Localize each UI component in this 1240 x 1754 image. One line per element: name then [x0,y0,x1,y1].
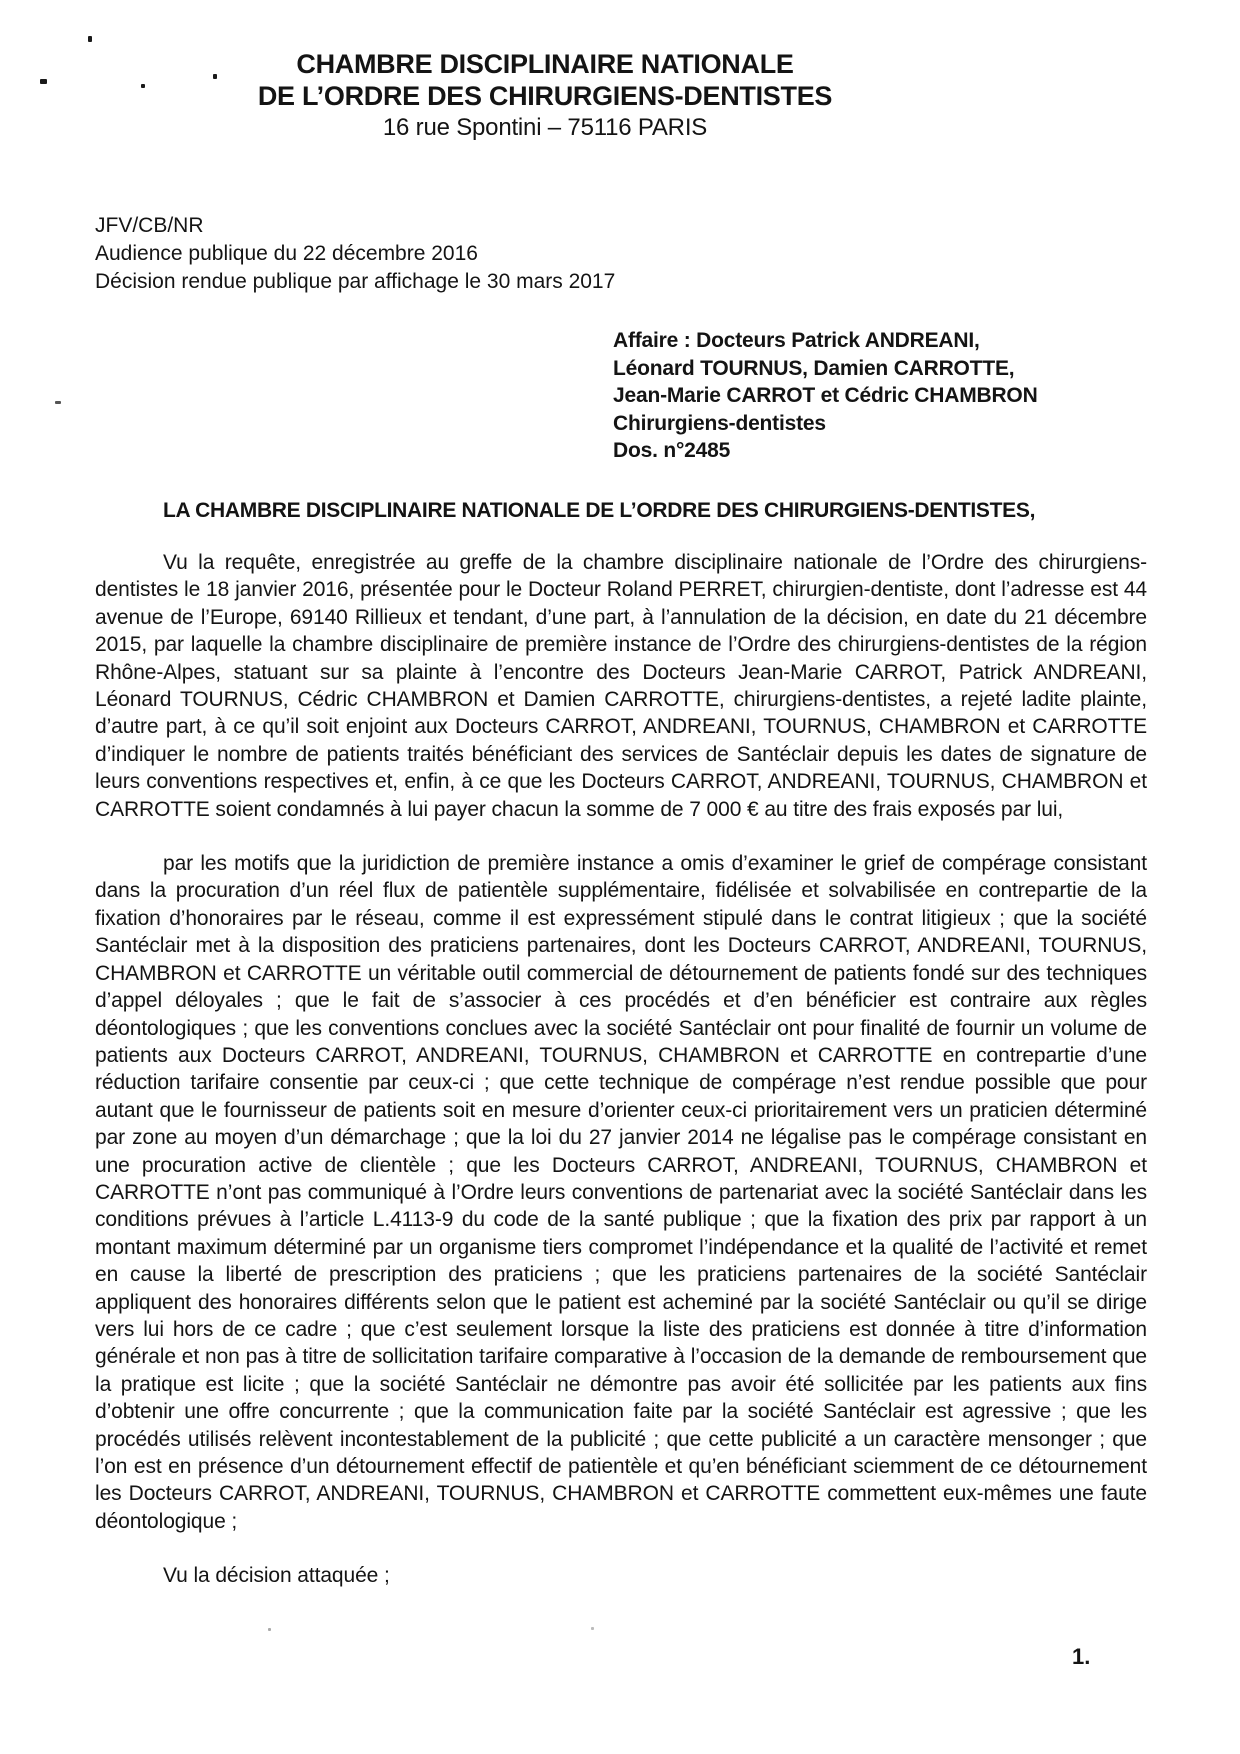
letterhead [0,48,1090,143]
paragraph-motifs: par les motifs que la juridiction de première instance a omis d’examiner le grief de compérage consistant dans la procuration d’un réel flux de patientèle supplémentaire, fidélisée et solvabilisée en contrepartie de la fixation d’honoraires par le réseau, comme il est expressément stipulé dans le contrat litigieux ; que la société Santéclair met à la disposition des praticiens partenaires, dont les Docteurs CARROT, ANDREANI, TOURNUS, CHAMBRON et CARROTTE un véritable outil commercial de détournement de patients fondé sur des techniques d’appel déloyales ; que le fait de s’associer à ces procédés et d’en bénéficier est contraire aux règles déontologiques ; que les conventions conclues avec la société Santéclair ont pour finalité de fournir un volume de patients aux Docteurs CARROT, ANDREANI, TOURNUS, CHAMBRON et CARROTTE en contrepartie d’une réduction tarifaire consentie par ceux-ci ; que cette technique de compérage n’est rendue possible que pour autant que le fournisseur de patients soit en mesure d’orienter ceux-ci prioritairement vers un praticien déterminé par zone au moyen d’un démarchage ; que la loi du 27 janvier 2014 ne légalise pas le compérage consistant en une procuration active de clientèle ; que les Docteurs CARROT, ANDREANI, TOURNUS, CHAMBRON et CARROTTE n’ont pas communiqué à l’Ordre leurs conventions de partenariat avec la société Santéclair dans les conditions prévues à l’article L.4113-9 du code de la santé publique ; que la fixation des prix par rapport à un montant maximum déterminé par un organisme tiers compromet l’indépendance et la qualité de l’activité et remet en cause la liberté de prescription des praticiens ; que les praticiens partenaires de la société Santéclair appliquent des honoraires différents selon que le patient est acheminé par la société Santéclair ou qu’il se dirige vers lui hors de ce cadre ; que c’est seulement lorsque la liste des praticiens est donnée à titre d’information générale et non pas à titre de sollicitation tarifaire comparative à l’occasion de la demande de remboursement que la pratique est licite ; que la société Santéclair ne démontre pas avoir été sollicitée par les patients aux fins d’obtenir une offre concurrente ; que la communication faite par la société Santéclair est agressive ; que les procédés utilisés relèvent incontestablement de la publicité ; que cette publicité a un caractère mensonger ; que l’on est en présence d’un détournement effectif de patientèle et qu’en bénéficiant sciemment de ce détournement les Docteurs CARROT, ANDREANI, TOURNUS, CHAMBRON et CARROTTE commettent eux-mêmes une faute déontologique ; [95,852,1147,1533]
org-name-line1: CHAMBRE DISCIPLINAIRE NATIONALE [296,49,794,79]
case-block [613,327,1038,465]
scan-speck [268,1628,271,1631]
hearing-date-line: Audience publique du 22 décembre 2016 [95,242,478,265]
paragraph-requete: Vu la requête, enregistrée au greffe de la chambre disciplinaire nationale de l’Ordre des chirurgiens-dentistes le 18 janvier 2016, présentée pour le Docteur Roland PERRET, chirurgien-dentiste, dont l’adresse est 44 avenue de l’Europe, 69140 Rillieux et tendant, d’une part, à l’annulation de la décision, en date du 21 décembre 2015, par laquelle la chambre disciplinaire de première instance de l’Ordre des chirurgiens-dentistes de la région Rhône-Alpes, statuant sur sa plainte à l’encontre des Docteurs Jean-Marie CARROT, Patrick ANDREANI, Léonard TOURNUS, Cédric CHAMBRON et Damien CARROTTE, chirurgiens-dentistes, a rejeté ladite plainte, d’autre part, à ce qu’il soit enjoint aux Docteurs CARROT, ANDREANI, TOURNUS, CHAMBRON et CARROTTE d’indiquer le nombre de patients traités bénéficiant des services de Santéclair depuis les dates de signature de leurs conventions respectives et, enfin, à ce que les Docteurs CARROT, ANDREANI, TOURNUS, CHAMBRON et CARROTTE soient condamnés à lui payer chacun la somme de 7 000 € au titre des frais exposés par lui, [95,551,1147,821]
case-parties-line: Jean-Marie CARROT et Cédric CHAMBRON [613,384,1038,407]
clerk-initials: JFV/CB/NR [95,214,204,237]
case-parties-line: Affaire : Docteurs Patrick ANDREANI, [613,329,980,352]
paragraph-vu-decision: Vu la décision attaquée ; [163,1564,390,1588]
org-address: 16 rue Spontini – 75116 PARIS [382,114,708,141]
case-parties-line: Léonard TOURNUS, Damien CARROTTE, [613,356,1015,380]
decision-body [95,549,1147,1590]
scan-speck [88,36,92,42]
reference-block [95,212,615,296]
org-name-line2: DE L’ORDRE DES CHIRURGIENS-DENTISTES [257,81,833,111]
case-docket-number: Dos. n°2485 [613,439,731,462]
scan-speck [55,401,61,404]
publication-date-line: Décision rendue publique par affichage le 30 mars 2017 [95,270,616,293]
decision-heading: LA CHAMBRE DISCIPLINAIRE NATIONALE DE L’ORDRE DES CHIRURGIENS-DENTISTES, [163,499,1036,522]
case-profession-line: Chirurgiens-dentistes [613,411,826,435]
scan-speck [591,1627,594,1630]
page-number: 1. [1072,1644,1091,1669]
